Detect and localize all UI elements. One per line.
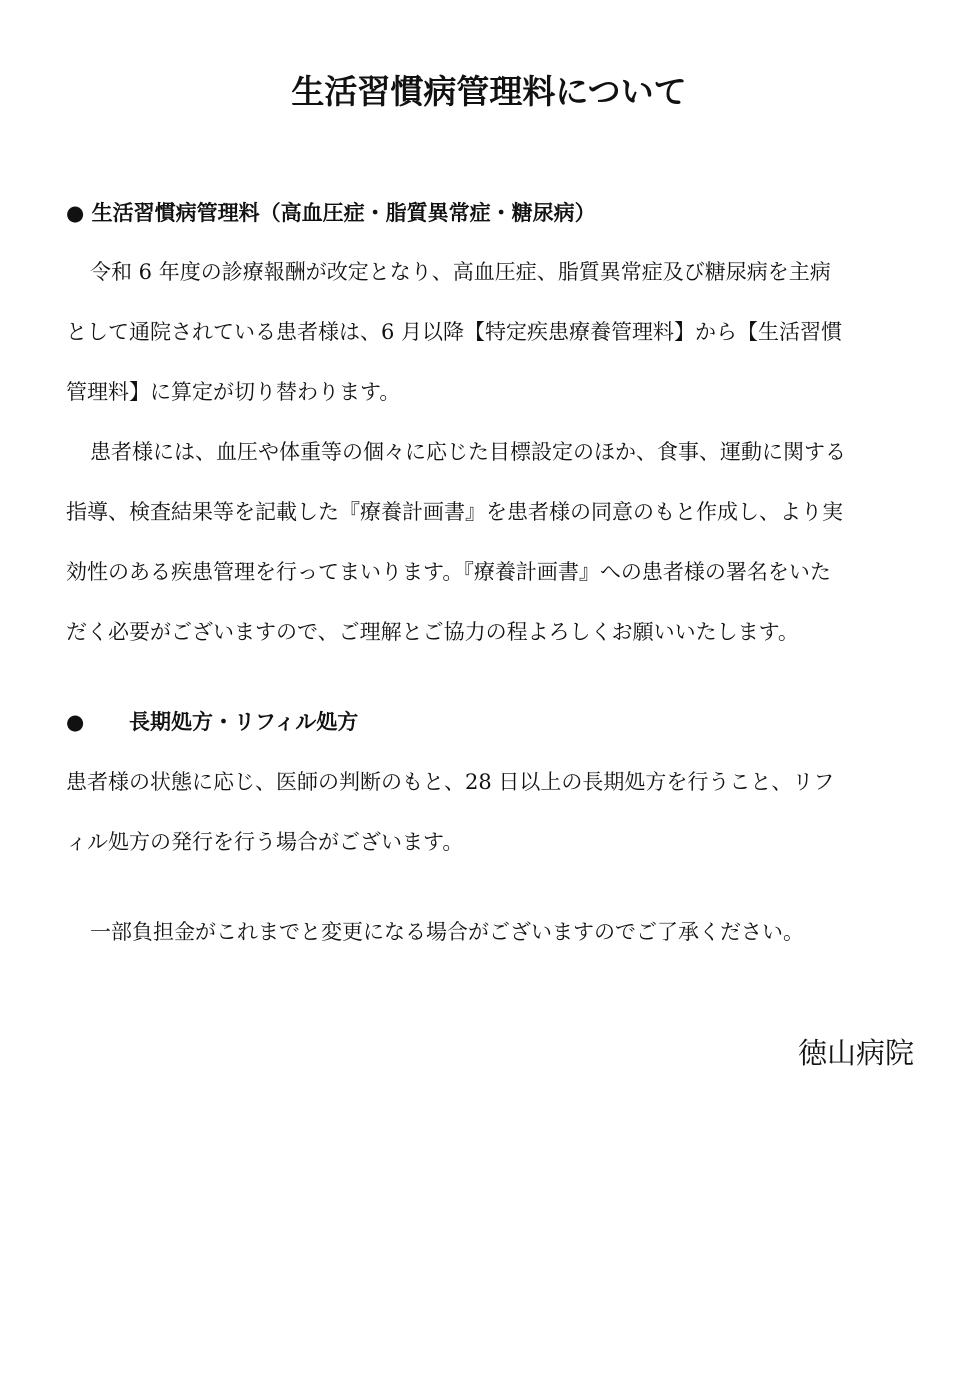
paragraph-line: として通院されている患者様は、6 月以降【特定疾患療養管理料】から【生活習慣	[66, 320, 843, 344]
hospital-signature: 徳山病院	[797, 1036, 914, 1070]
section-heading-text: 生活習慣病管理料（高血圧症・脂質異常症・糖尿病）	[91, 200, 596, 225]
paragraph-line: 効性のある疾患管理を行ってまいります。『療養計画書』への患者様の署名をいた	[66, 560, 831, 584]
section-heading-text: 長期処方・リフィル処方	[128, 709, 359, 734]
paragraph-line: 管理料】に算定が切り替わります。	[66, 380, 401, 404]
section-heading-lifestyle-disease	[66, 199, 596, 227]
paragraph-line: ィル処方の発行を行う場合がございます。	[66, 830, 464, 854]
copay-note: 一部負担金がこれまでと変更になる場合がございますのでご了承ください。	[90, 920, 804, 944]
bullet-icon: ●	[66, 709, 85, 734]
paragraph-line: 患者様には、血圧や体重等の個々に応じた目標設定のほか、食事、運動に関する	[90, 440, 846, 464]
paragraph-line: だく必要がございますので、ご理解とご協力の程よろしくお願いいたします。	[66, 620, 799, 644]
paragraph-line: 指導、検査結果等を記載した『療養計画書』を患者様の同意のもと作成し、より実	[66, 500, 843, 524]
page-title: 生活習慣病管理料について	[291, 72, 687, 111]
section-heading-long-term-prescription	[66, 708, 358, 736]
paragraph-line: 令和 6 年度の診療報酬が改定となり、高血圧症、脂質異常症及び糖尿病を主病	[90, 260, 831, 284]
bullet-icon: ●	[66, 200, 85, 225]
paragraph-line: 患者様の状態に応じ、医師の判断のもと、28 日以上の長期処方を行うこと、リフ	[66, 770, 835, 794]
